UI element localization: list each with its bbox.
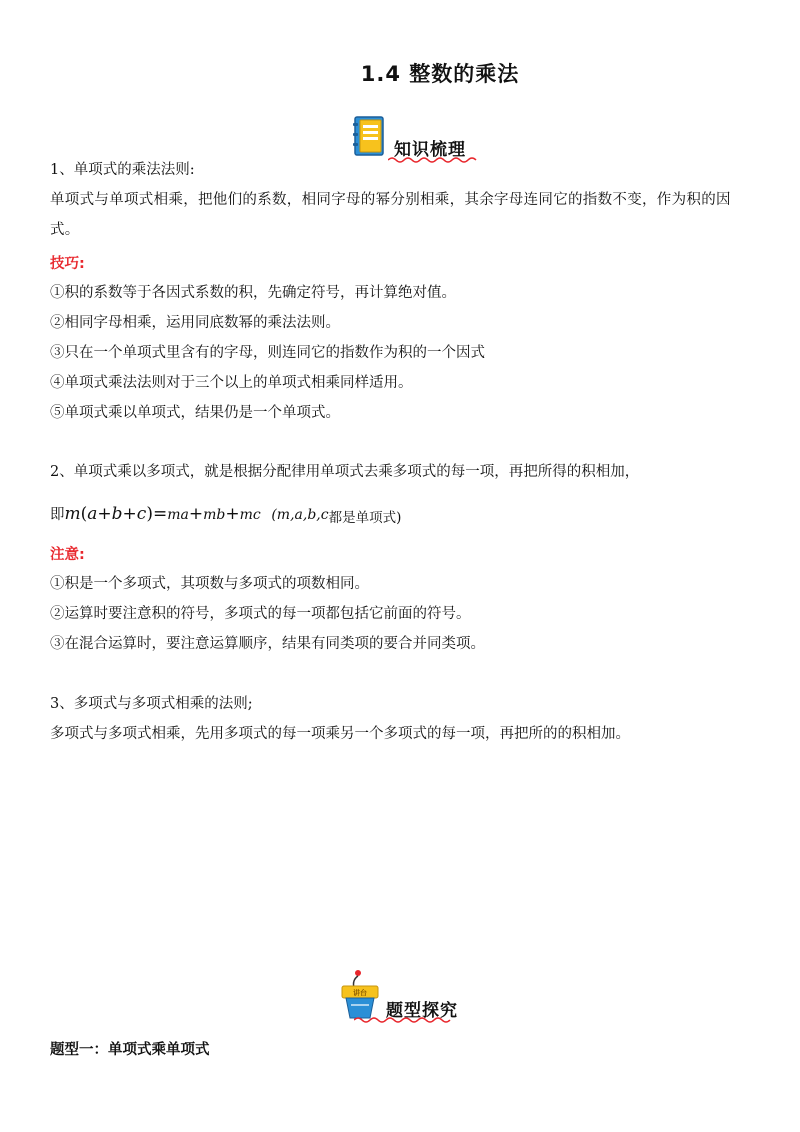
tip-item: ③只在一个单项式里含有的字母，则连同它的指数作为积的一个因式 [50, 345, 485, 361]
tip-item: ⑤单项式乘以单项式，结果仍是一个单项式。 [50, 405, 340, 421]
formula-line [50, 501, 401, 528]
notice-item: ③在混合运算时，要注意运算顺序，结果有同类项的要合并同类项。 [50, 636, 485, 652]
notice-item: ①积是一个多项式，其项数与多项式的项数相同。 [50, 576, 369, 592]
podium-icon [338, 968, 382, 1020]
knowledge-header [352, 115, 482, 165]
page-title: 1.4 整数的乘法 [360, 62, 520, 86]
explore-header-label: 题型探究 [386, 1001, 458, 1021]
tip-item: ①积的系数等于各因式系数的积，先确定符号，再计算绝对值。 [50, 285, 456, 301]
section1-body: 单项式与单项式相乘，把他们的系数，相同字母的幂分别相乘，其余字母连同它的指数不变，作为积的因式。 [50, 192, 731, 238]
section3-heading: 3、多项式与多项式相乘的法则; [50, 696, 253, 712]
podium-icon-text: 讲台 [353, 989, 367, 997]
formula-prefix: 即 [50, 507, 65, 523]
wavy-underline [354, 1016, 454, 1024]
section2-heading: 2、单项式乘以多项式，就是根据分配律用单项式去乘多项式的每一项，再把所得的积相加， [50, 464, 640, 480]
section3-body: 多项式与多项式相乘，先用多项式的每一项乘另一个多项式的每一项，再把所的的积相加。 [50, 726, 630, 742]
tip-item: ④单项式乘法法则对于三个以上的单项式相乘同样适用。 [50, 375, 413, 391]
formula-note-vars: (m,a,b,c [271, 507, 329, 523]
tip-item: ②相同字母相乘，运用同底数幂的乘法法则。 [50, 315, 340, 331]
wavy-underline [388, 156, 478, 164]
formula-note-tail: 都是单项式) [328, 510, 402, 526]
formula: m(a+b+c)=ma+mb+mc [64, 504, 261, 524]
tips-label: 技巧: [50, 256, 85, 272]
notice-item: ②运算时要注意积的符号，多项式的每一项都包括它前面的符号。 [50, 606, 471, 622]
notebook-icon [352, 115, 386, 157]
explore-header [338, 968, 478, 1024]
notice-label: 注意: [50, 547, 85, 563]
section1-heading: 1、单项式的乘法法则: [50, 162, 195, 178]
type1-heading: 题型一：单项式乘单项式 [50, 1042, 210, 1058]
knowledge-header-label: 知识梳理 [394, 140, 466, 160]
